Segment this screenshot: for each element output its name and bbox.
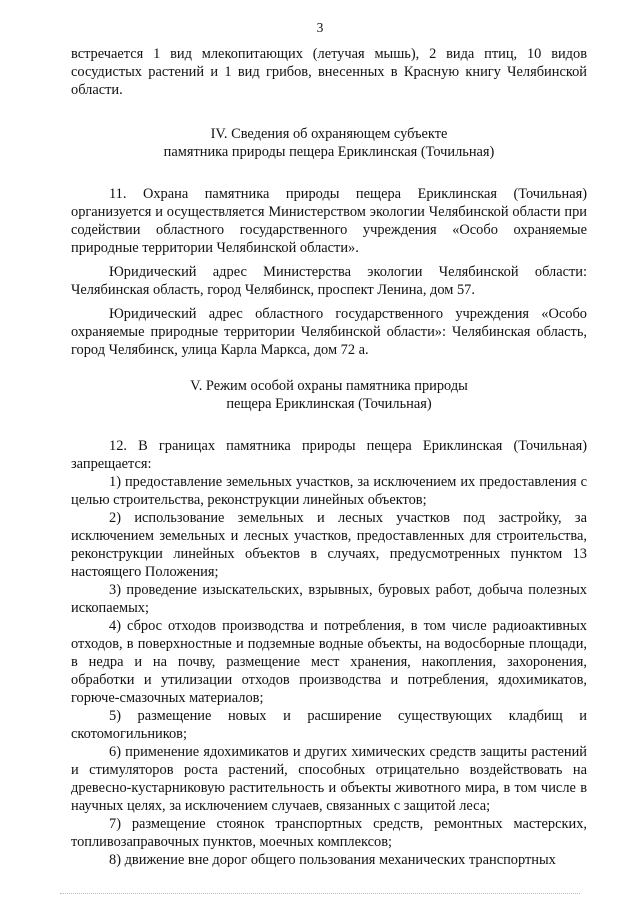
list-item-2: 2) использование земельных и лесных участков под застройку, за исключением земельных и лесных участков, предоставленных для строительства, реконструкции линейных объектов в случаях, предусмотренных пунктом 13 настоящего Положения;	[71, 510, 587, 580]
section-5-title-line-2: пещера Ериклинская (Точильная)	[226, 396, 432, 412]
page-number: 3	[316, 20, 324, 35]
paragraph-continued: встречается 1 вид млекопитающих (летучая мышь), 2 вида птиц, 10 видов сосудистых растений и 1 вид грибов, внесенных в Красную книгу Челябинской области.	[71, 46, 587, 98]
paragraph-ministry-address: Юридический адрес Министерства экологии Челябинской области: Челябинская область, город Челябинск, проспект Ленина, дом 57.	[71, 264, 587, 298]
list-item-7: 7) размещение стоянок транспортных средств, ремонтных мастерских, топливозаправочных пунктов, моечных комплексов;	[71, 816, 587, 850]
list-item-1: 1) предоставление земельных участков, за исключением их предоставления с целью строительства, реконструкции линейных объектов;	[71, 474, 587, 508]
section-5-title-line-1: V. Режим особой охраны памятника природы	[190, 378, 468, 394]
section-4-heading	[71, 125, 587, 161]
footer-scan-line	[60, 893, 580, 894]
paragraph-11: 11. Охрана памятника природы пещера Ериклинская (Точильная) организуется и осуществляется Министерством экологии Челябинской области при содействии областного государственного учреждения «Особо охраняемые природные территории Челябинской области».	[71, 186, 587, 256]
section-5-heading	[71, 377, 587, 413]
list-item-5: 5) размещение новых и расширение существующих кладбищ и скотомогильников;	[71, 708, 587, 742]
section-4-title-line-1: IV. Сведения об охраняющем субъекте	[210, 126, 448, 142]
list-item-8: 8) движение вне дорог общего пользования механических транспортных	[109, 852, 556, 868]
list-item-3: 3) проведение изыскательских, взрывных, буровых работ, добыча полезных ископаемых;	[71, 582, 587, 616]
paragraph-12: 12. В границах памятника природы пещера Ериклинская (Точильная) запрещается:	[71, 438, 587, 472]
paragraph-institution-address: Юридический адрес областного государственного учреждения «Особо охраняемые природные территории Челябинской области»: Челябинская область, город Челябинск, улица Карла Маркса, дом 72 а.	[71, 306, 587, 358]
section-4-title-line-2: памятника природы пещера Ериклинская (Точильная)	[163, 144, 495, 160]
list-item-6: 6) применение ядохимикатов и других химических средств защиты растений и стимуляторов роста растений, способных отрицательно воздействовать на древесно-кустарниковую растительность и объекты животного мира, в том числе в научных целях, за исключением случаев, связанных с защитой леса;	[71, 744, 587, 814]
list-item-4: 4) сброс отходов производства и потребления, в том числе радиоактивных отходов, в поверхностные и подземные водные объекты, на водосборные площади, в недра и на почву, размещение мест хранения, накопления, захоронения, обработки и утилизации отходов производства и потребления, ядохимикатов, горюче-смазочных материалов;	[71, 618, 587, 706]
page-content	[71, 45, 587, 869]
